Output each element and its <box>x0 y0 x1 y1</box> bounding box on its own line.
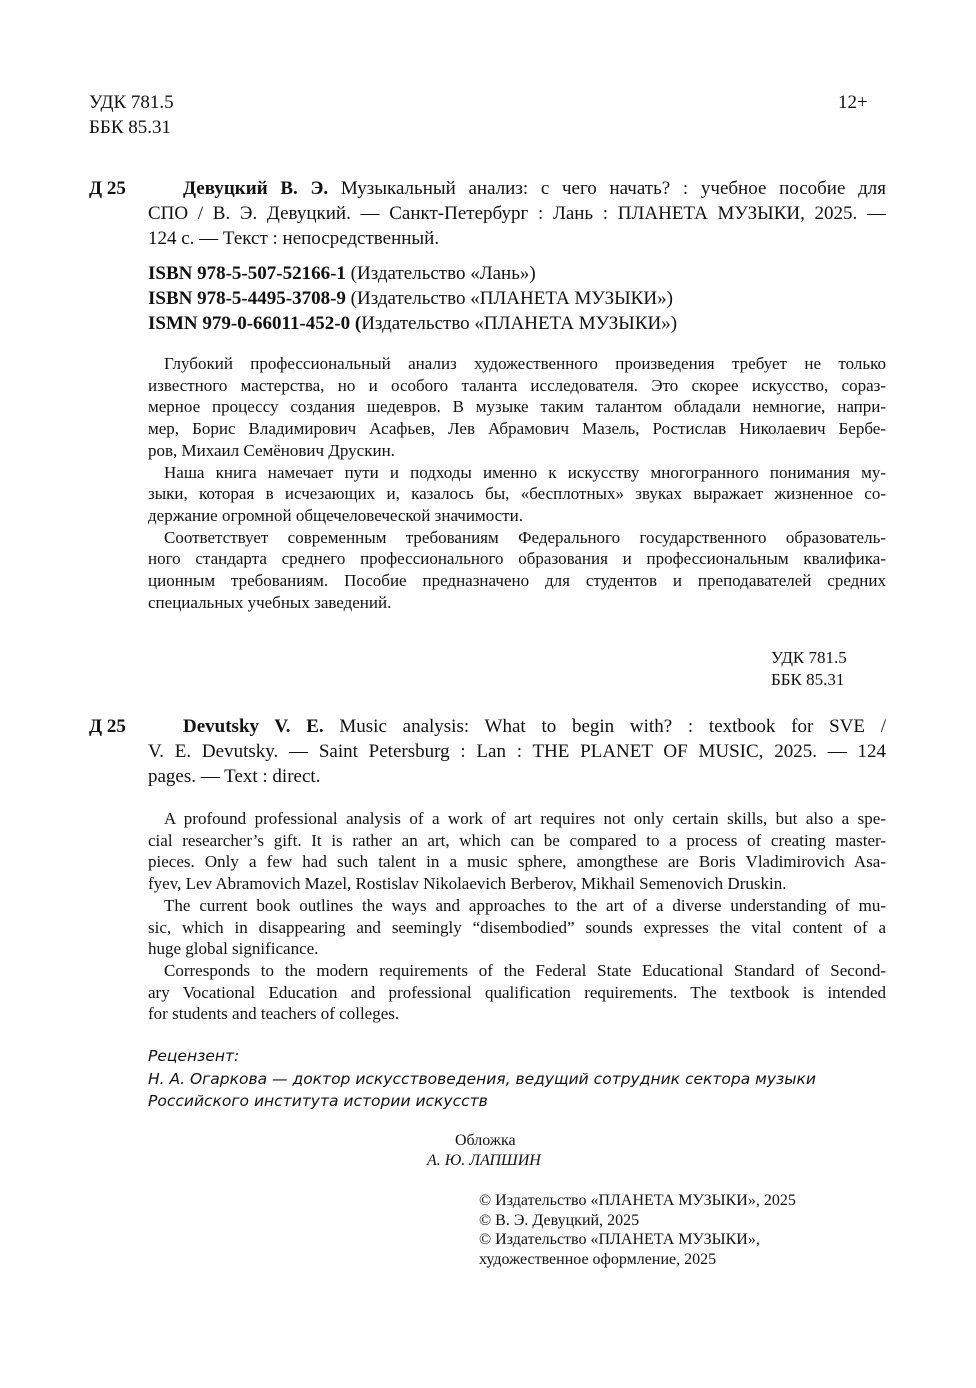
en-author-name: Devutsky V. E. <box>183 716 324 737</box>
ru-abstract-line: ного стандарта среднего профессионального образования и профессиональным квалифика- <box>148 549 886 569</box>
copyright-line: © Издательство «ПЛАНЕТА МУЗЫКИ», <box>479 1231 760 1248</box>
en-abstract <box>148 808 886 1025</box>
ru-abstract <box>148 353 886 613</box>
ru-abstract-line: держание огромной общечеловеческой значимости. <box>148 505 523 525</box>
ru-bib-record <box>148 176 886 251</box>
ru-bib-line-3: 124 с. — Текст : непосредственный. <box>148 228 440 249</box>
en-abstract-line: huge global significance. <box>148 939 319 959</box>
en-bib-line-2: V. E. Devutsky. — Saint Petersburg : Lan : THE PLANET OF MUSIC, 2025. — 124 <box>148 741 886 762</box>
en-bib-line-1 <box>148 714 886 739</box>
ru-abstract-line: известного мастерства, но и особого таланта исследователя. Это скорее искусство, сораз- <box>148 375 886 395</box>
bbk-code-2: ББК 85.31 <box>771 670 845 689</box>
ru-author-code: Д 25 <box>89 178 126 199</box>
udk-code-2: УДК 781.5 <box>771 648 847 667</box>
ru-bib-line-1 <box>148 176 886 201</box>
bbk-code: ББК 85.31 <box>89 117 171 138</box>
isbn-planet: ISBN 978-5-4495-3708-9 (Издательство «ПЛАНЕТА МУЗЫКИ») <box>148 288 673 309</box>
en-abstract-line: Corresponds to the modern requirements of the Federal State Educational Standard of Second- <box>164 960 886 980</box>
en-abstract-line: A profound professional analysis of a work of art requires not only certain skills, but also a spe- <box>164 809 886 828</box>
en-abstract-line: cial researcher’s gift. It is rather an art, which can be compared to a process of creating master- <box>148 830 886 850</box>
ru-abstract-line: мер, Борис Владимирович Асафьев, Лев Абрамович Мазель, Ростислав Николаевич Бербе- <box>148 419 886 439</box>
ru-title: Музыкальный анализ: с чего начать? : учебное пособие для <box>340 178 886 199</box>
en-bib-line-3: pages. — Text : direct. <box>148 766 321 787</box>
copyright-line: художественное оформление, 2025 <box>479 1250 717 1268</box>
ru-abstract-line: ционным требованиям. Пособие предназначено для студентов и преподавателей средних <box>148 571 886 591</box>
en-bib-record <box>148 714 886 789</box>
ismn-planet: ISMN 979-0-66011-452-0 (Издательство «ПЛАНЕТА МУЗЫКИ») <box>148 313 678 334</box>
en-abstract-line: sic, which in disappearing and seemingly “disembodied” sounds expresses the vital content of a <box>148 917 886 937</box>
age-rating: 12+ <box>838 92 868 113</box>
ru-abstract-line: зыки, которая в исчезающих и, казалось бы, «бесплотных» звуках выражает жизненное со- <box>148 484 886 504</box>
ru-author-name: Девуцкий В. Э. <box>183 178 329 199</box>
ru-abstract-line: ров, Михаил Семёнович Друскин. <box>148 440 395 460</box>
copyright-line: © В. Э. Девуцкий, 2025 <box>479 1211 640 1229</box>
ru-abstract-line: Соответствует современным требованиям Федерального государственного образователь- <box>164 527 886 547</box>
ru-abstract-line: мерное процессу создания шедевров. В музыке таким талантом обладали немногие, напри- <box>148 397 886 417</box>
ru-abstract-line: Глубокий профессиональный анализ художественного произведения требует не только <box>164 354 886 373</box>
isbn-lan: ISBN 978-5-507-52166-1 (Издательство «Лань») <box>148 263 536 284</box>
reviewer-line-2: Российского института истории искусств <box>148 1092 488 1110</box>
reviewer-line-1: Н. А. Огаркова — доктор искусствоведения, ведущий сотрудник сектора музыки <box>148 1070 816 1088</box>
en-abstract-line: ary Vocational Education and professional qualification requirements. The textbook is intended <box>148 982 886 1002</box>
en-abstract-line: The current book outlines the ways and approaches to the art of a diverse understanding of mu- <box>164 895 886 915</box>
ru-bib-line-2: СПО / В. Э. Девуцкий. — Санкт-Петербург : Лань : ПЛАНЕТА МУЗЫКИ, 2025. — <box>148 203 886 224</box>
udk-code: УДК 781.5 <box>89 92 174 113</box>
en-abstract-line: for students and teachers of colleges. <box>148 1004 400 1024</box>
copyright-block <box>479 1191 796 1269</box>
en-author-code: Д 25 <box>89 716 126 737</box>
en-abstract-line: pieces. Only a few had such talent in a music sphere, amongthese are Boris Vladimirovich Asa- <box>148 852 886 872</box>
en-title: Music analysis: What to begin with? : textbook for SVE / <box>339 716 887 737</box>
cover-artist: А. Ю. ЛАПШИН <box>427 1152 541 1169</box>
ru-abstract-line: Наша книга намечает пути и подходы именно к искусству многогранного понимания му- <box>164 462 886 482</box>
en-abstract-line: fyev, Lev Abramovich Mazel, Rostislav Nikolaevich Berberov, Mikhail Semenovich Druskin. <box>148 874 787 894</box>
copyright-line: © Издательство «ПЛАНЕТА МУЗЫКИ», 2025 <box>479 1192 796 1209</box>
ru-abstract-line: специальных учебных заведений. <box>148 592 392 612</box>
cover-label: Обложка <box>455 1132 516 1149</box>
reviewer-label: Рецензент: <box>148 1047 240 1065</box>
